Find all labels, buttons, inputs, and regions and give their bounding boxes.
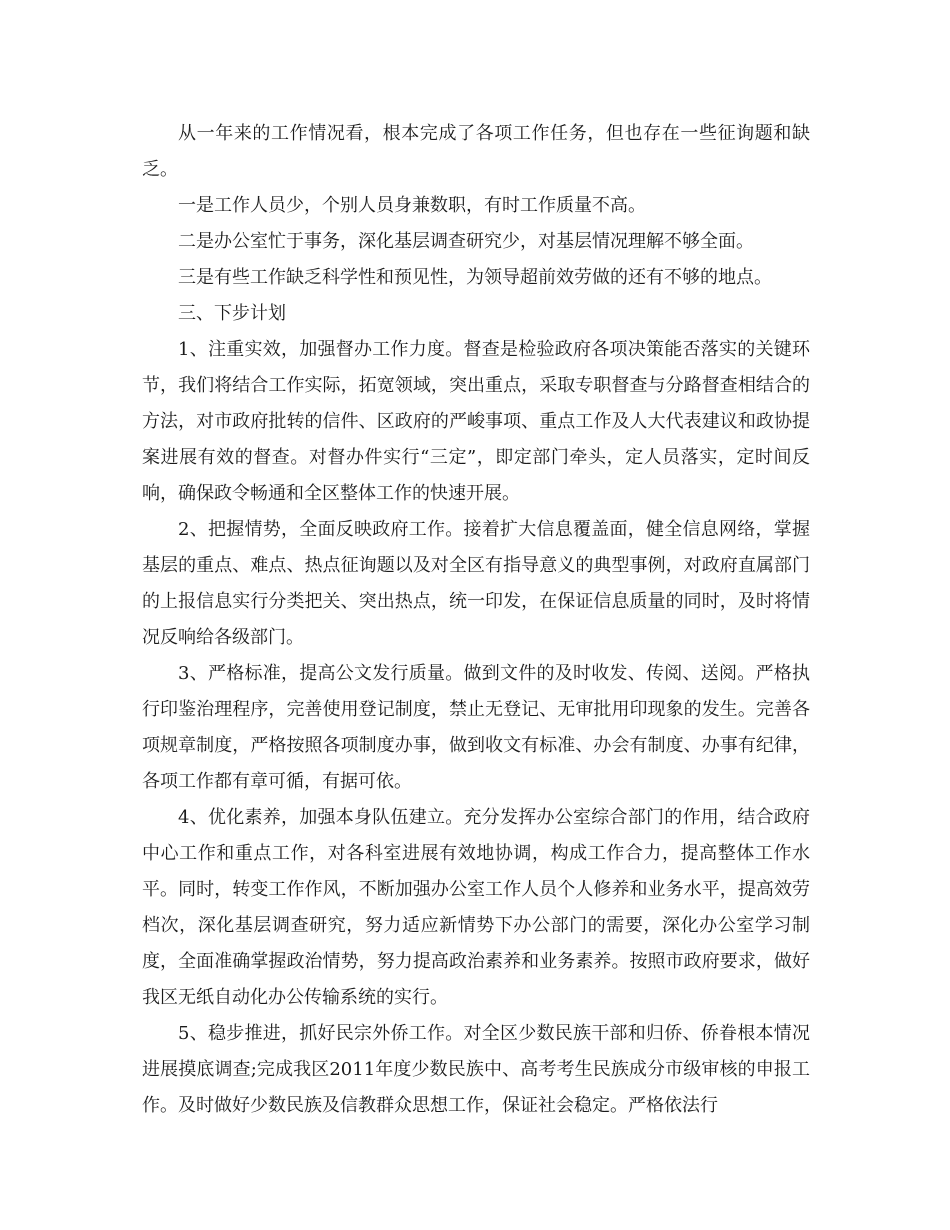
- paragraph-plan-4: 4、优化素养，加强本身队伍建立。充分发挥办公室综合部门的作用，结合政府中心工作和重点工作，对各科室进展有效地协调，构成工作合力，提高整体工作水平。同时，转变工作作风，不断加强办公室工作人员个人修养和业务水平，提高效劳档次，深化基层调查研究，努力适应新情势下办公部门的需要，深化办公室学习制度，全面准确掌握政治情势，努力提高政治素养和业务素养。按照市政府要求，做好我区无纸自动化办公传输系统的实行。: [142, 807, 810, 1008]
- paragraph-problem-3: 三是有些工作缺乏科学性和预见性，为领导超前效劳做的还有不够的地点。: [178, 267, 772, 288]
- paragraph-plan-1: 1、注重实效，加强督办工作力度。督查是检验政府各项决策能否落实的关键环节，我们将结合工作实际，拓宽领域，突出重点，采取专职督查与分路督查相结合的方法，对市政府批转的信件、区政府的严峻事项、重点工作及人大代表建议和政协提案进展有效的督查。对督办件实行“三定”，即定部门牵头，定人员落实，定时间反响，确保政令畅通和全区整体工作的快速开展。: [142, 339, 810, 504]
- document-body: [142, 116, 810, 1124]
- paragraph-plan-2: 2、把握情势，全面反映政府工作。接着扩大信息覆盖面，健全信息网络，掌握基层的重点、难点、热点征询题以及对全区有指导意义的典型事例，对政府直属部门的上报信息实行分类把关、突出热点，统一印发，在保证信息质量的同时，及时将情况反响给各级部门。: [142, 519, 810, 648]
- section-heading-next-plan: 三、下步计划: [178, 303, 286, 324]
- paragraph-plan-5: 5、稳步推进，抓好民宗外侨工作。对全区少数民族干部和归侨、侨眷根本情况进展摸底调查;完成我区2011年度少数民族中、高考考生民族成分市级审核的申报工作。及时做好少数民族及信教群众思想工作，保证社会稳定。严格依法行: [142, 1023, 810, 1116]
- paragraph-problem-2: 二是办公室忙于事务，深化基层调查研究少，对基层情况理解不够全面。: [178, 231, 754, 252]
- paragraph-plan-3: 3、严格标准，提高公文发行质量。做到文件的及时收发、传阅、送阅。严格执行印鉴治理程序，完善使用登记制度，禁止无登记、无审批用印现象的发生。完善各项规章制度，严格按照各项制度办事，做到收文有标准、办会有制度、办事有纪律，各项工作都有章可循，有据可依。: [142, 663, 810, 792]
- paragraph-summary: 从一年来的工作情况看，根本完成了各项工作任务，但也存在一些征询题和缺乏。: [142, 123, 810, 180]
- paragraph-problem-1: 一是工作人员少，个别人员身兼数职，有时工作质量不高。: [178, 195, 646, 216]
